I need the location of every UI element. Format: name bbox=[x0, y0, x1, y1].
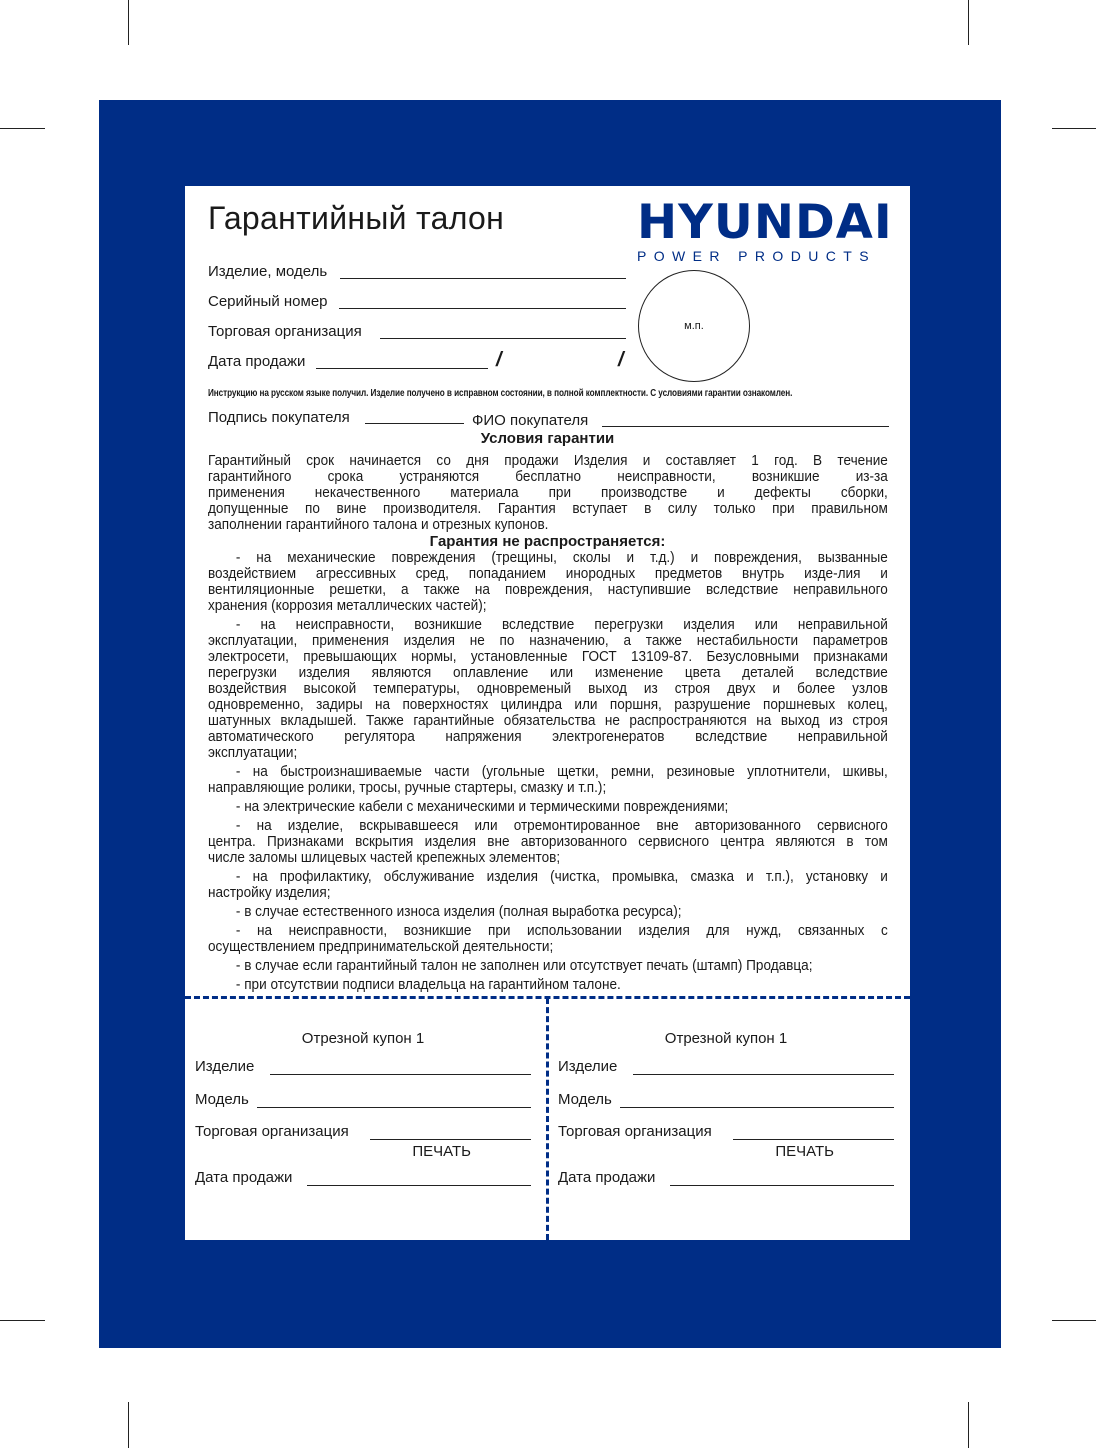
coupon-sale-date-field[interactable] bbox=[307, 1185, 531, 1186]
crop-mark bbox=[0, 1320, 45, 1321]
coupon-trade-org-label: Торговая организация bbox=[558, 1123, 712, 1140]
exclusion-item bbox=[208, 764, 888, 796]
serial-field[interactable] bbox=[339, 308, 626, 309]
text-line: вентиляционные решетки, а также на повреждения, наступившие вследствие неправильного bbox=[208, 582, 888, 598]
conditions-text bbox=[208, 453, 888, 533]
coupon-model-field[interactable] bbox=[620, 1107, 894, 1108]
exclusion-item bbox=[208, 550, 888, 614]
text-line: заполнении гарантийного талона и отрезных купонов. bbox=[208, 517, 549, 533]
product-model-field[interactable] bbox=[340, 278, 626, 279]
coupon-right bbox=[558, 998, 894, 1238]
text-line: электросети, превышающих нормы, установленные ГОСТ 13109-87. Безусловными признаками bbox=[208, 649, 888, 665]
coupon-product-label: Изделие bbox=[195, 1058, 255, 1075]
coupon-sale-date-label: Дата продажи bbox=[195, 1169, 293, 1186]
text-line: гарантийного срока устраняются бесплатно неисправности, возникшие из-за bbox=[208, 469, 888, 485]
acknowledgement-statement: Инструкцию на русском языке получил. Изделие получено в исправном состоянии, в полной комплектности. С условиями гарантии ознакомлен. bbox=[208, 388, 793, 399]
brand-logo bbox=[637, 195, 893, 264]
text-line: - в случае естественного износа изделия (полная выработка ресурса); bbox=[235, 904, 682, 920]
text-line: направляющие ролики, тросы, ручные стартеры, смазку и т.п.); bbox=[208, 780, 607, 796]
text-line: эксплуатации, применения изделия не по назначению, а также нестабильности параметров bbox=[208, 633, 888, 649]
text-line: перегрузки изделия являются оплавление или изменение цвета деталей вследствие bbox=[208, 665, 888, 681]
text-line: - на изделие, вскрывавшееся или отремонтированное вне авторизованного сервисного bbox=[235, 818, 888, 834]
buyer-signature-label: Подпись покупателя bbox=[208, 409, 350, 426]
serial-label: Серийный номер bbox=[208, 293, 328, 310]
conditions-heading: Условия гарантии bbox=[480, 430, 615, 447]
coupon-print-label: ПЕЧАТЬ bbox=[412, 1143, 471, 1160]
exclusion-item bbox=[208, 869, 888, 901]
coupon-model-label: Модель bbox=[558, 1091, 612, 1108]
text-line: хранения (коррозия металлических частей); bbox=[208, 598, 487, 614]
trade-org-field[interactable] bbox=[380, 338, 626, 339]
text-line: настройку изделия; bbox=[208, 885, 331, 901]
text-line: воздействия высокой температуры, одновременый выход из строя двух и более узлов bbox=[208, 681, 888, 697]
coupon-product-field[interactable] bbox=[633, 1074, 894, 1075]
coupon-product-label: Изделие bbox=[558, 1058, 618, 1075]
warranty-card bbox=[185, 186, 910, 1240]
coupon-left bbox=[195, 998, 531, 1238]
crop-mark bbox=[1052, 1320, 1096, 1321]
crop-mark bbox=[968, 0, 969, 45]
blue-frame bbox=[99, 100, 1001, 1348]
coupon-trade-org-label: Торговая организация bbox=[195, 1123, 349, 1140]
product-model-label: Изделие, модель bbox=[208, 263, 328, 280]
text-line: - при отсутствии подписи владельца на гарантийном талоне. bbox=[235, 977, 621, 993]
brand-subtitle: POWER PRODUCTS bbox=[637, 248, 876, 264]
coupon-print-label: ПЕЧАТЬ bbox=[775, 1143, 834, 1160]
coupon-trade-org-field[interactable] bbox=[370, 1139, 531, 1140]
coupon-title: Отрезной купон 1 bbox=[301, 1030, 425, 1047]
coupon-product-field[interactable] bbox=[270, 1074, 531, 1075]
cut-line-vertical bbox=[546, 998, 549, 1240]
crop-mark bbox=[128, 1402, 129, 1448]
text-line: числе заломы шлицевых частей крепежных элементов; bbox=[208, 850, 561, 866]
coupon-trade-org-field[interactable] bbox=[733, 1139, 894, 1140]
crop-mark bbox=[128, 0, 129, 45]
text-line: автоматического регулятора напряжения электрогенератов вследствие неправильной bbox=[208, 729, 888, 745]
text-line: - на профилактику, обслуживание изделия (чистка, промывка, смазка и т.п.), установку и bbox=[235, 869, 888, 885]
coupon-model-field[interactable] bbox=[257, 1107, 531, 1108]
text-line: - в случае если гарантийный талон не заполнен или отсутствует печать (штамп) Продавца; bbox=[235, 958, 813, 974]
exclusion-item bbox=[208, 958, 888, 974]
crop-mark bbox=[968, 1402, 969, 1448]
text-line: воздействием агрессивных сред, попаданием инородных предметов внутрь изде-лия и bbox=[208, 566, 888, 582]
text-line: применения некачественного материала при производстве и дефекты сборки, bbox=[208, 485, 888, 501]
exclusions-heading: Гарантия не распространяется: bbox=[429, 533, 666, 550]
brand-name: HYUNDAI bbox=[637, 195, 893, 250]
text-line: - на механические повреждения (трещины, сколы и т.д.) и повреждения, вызванные bbox=[235, 550, 888, 566]
text-line: центра. Признаками вскрытия изделия вне авторизованного сервисного центра являются в том bbox=[208, 834, 888, 850]
text-line: - на электрические кабели с механическими и термическими повреждениями; bbox=[235, 799, 729, 815]
coupon-title: Отрезной купон 1 bbox=[664, 1030, 788, 1047]
buyer-signature-field[interactable] bbox=[365, 423, 464, 424]
date-separator: / bbox=[496, 349, 502, 371]
exclusion-item bbox=[208, 818, 888, 866]
text-line: одновременно, задиры на поверхностях цилиндра или поршня, разрушение поршневых колец, bbox=[208, 697, 888, 713]
coupon-sale-date-field[interactable] bbox=[670, 1185, 894, 1186]
sale-date-field[interactable] bbox=[316, 368, 488, 369]
text-line: эксплуатации; bbox=[208, 745, 298, 761]
text-line: - на неисправности, возникшие при использовании изделия для нужд, связанных с bbox=[235, 923, 888, 939]
text-line: допущенные по вине производителя. Гарантия вступает в силу только при правильном bbox=[208, 501, 888, 517]
exclusion-item bbox=[208, 923, 888, 955]
trade-org-label: Торговая организация bbox=[208, 323, 362, 340]
crop-mark bbox=[1052, 128, 1096, 129]
sale-date-label: Дата продажи bbox=[208, 353, 306, 370]
text-line: Гарантийный срок начинается со дня продажи Изделия и составляет 1 год. В течение bbox=[208, 453, 888, 469]
text-line: - на неисправности, возникшие вследствие перегрузки изделия или неправильной bbox=[235, 617, 888, 633]
coupon-model-label: Модель bbox=[195, 1091, 249, 1108]
buyer-name-field[interactable] bbox=[602, 426, 889, 427]
exclusion-item bbox=[208, 799, 888, 815]
exclusion-item bbox=[208, 904, 888, 920]
text-line: шатунных вкладышей. Также гарантийные обязательства не распространяются на выход из строя bbox=[208, 713, 888, 729]
crop-mark bbox=[0, 128, 45, 129]
buyer-name-label: ФИО покупателя bbox=[472, 412, 589, 429]
coupon-sale-date-label: Дата продажи bbox=[558, 1169, 656, 1186]
text-line: осуществлением предпринимательской деятельности; bbox=[208, 939, 554, 955]
exclusions-list bbox=[208, 550, 888, 996]
page-title: Гарантийный талон bbox=[208, 200, 505, 236]
stamp-circle bbox=[638, 270, 750, 382]
exclusion-item bbox=[208, 617, 888, 761]
exclusion-item bbox=[208, 977, 888, 993]
date-separator: / bbox=[618, 349, 624, 371]
stamp-label: м.п. bbox=[684, 320, 704, 332]
text-line: - на быстроизнашиваемые части (угольные щетки, ремни, резиновые уплотнители, шкивы, bbox=[235, 764, 888, 780]
